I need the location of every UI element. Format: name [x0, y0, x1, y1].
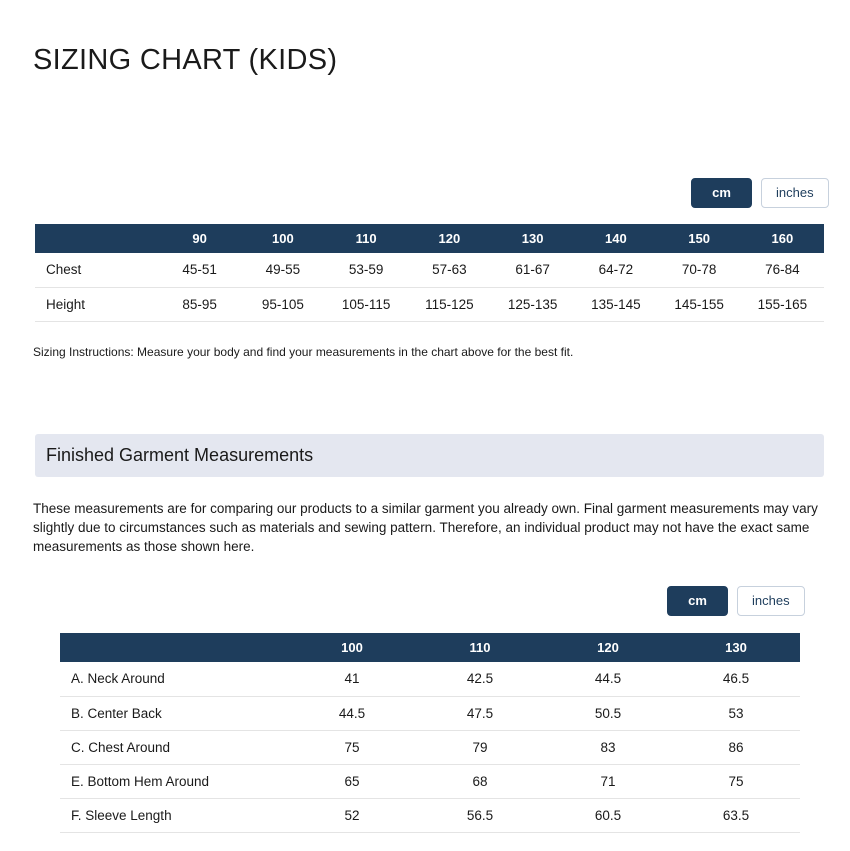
column-header-empty [35, 224, 158, 253]
table-header-row [35, 224, 824, 253]
cell-value: 71 [600, 773, 616, 789]
cell-value: 42.5 [466, 671, 494, 687]
cell-value: 49-55 [265, 262, 301, 278]
column-header: 130 [672, 633, 800, 662]
table-row [60, 662, 800, 696]
cell-value: 57-63 [432, 262, 467, 278]
cell-value: 56.5 [466, 807, 494, 823]
row-label: Chest [46, 262, 82, 278]
cell-value: 68 [472, 773, 488, 789]
cell-value: 145-155 [674, 296, 724, 312]
cell-value: 105-115 [341, 296, 391, 312]
cell-value: 41 [344, 671, 360, 687]
cell-value: 70-78 [681, 262, 717, 278]
cell-value: 135-145 [591, 296, 641, 312]
cell-value: 44.5 [594, 671, 622, 687]
column-header: 120 [408, 224, 491, 253]
row-label: B. Center Back [71, 705, 162, 721]
garment-size-table [60, 633, 800, 833]
row-label: Height [46, 296, 86, 312]
cell-value: 79 [472, 739, 488, 755]
column-header: 110 [325, 224, 408, 253]
sizing-instructions-text: Sizing Instructions: Measure your body and find your measurements in the chart above for the best fit. [33, 345, 574, 359]
section-title: Finished Garment Measurements [46, 445, 314, 465]
column-header: 120 [544, 633, 672, 662]
table-row [60, 696, 800, 730]
unit-toggle-cm-button[interactable]: cm [691, 178, 752, 208]
cell-value: 155-165 [757, 296, 808, 312]
column-header: 160 [741, 224, 824, 253]
column-header: 140 [574, 224, 657, 253]
cell-value: 75 [344, 739, 360, 755]
row-label: E. Bottom Hem Around [71, 773, 210, 789]
row-label: F. Sleeve Length [71, 807, 172, 823]
finished-garment-section-header [35, 434, 824, 477]
column-header: 100 [288, 633, 416, 662]
row-label: C. Chest Around [71, 739, 171, 755]
page-title: SIZING CHART (KIDS) [33, 44, 338, 76]
cell-value: 61-67 [515, 262, 550, 278]
unit-toggle-garment [667, 586, 805, 616]
cell-value: 45-51 [182, 262, 217, 278]
column-header: 110 [416, 633, 544, 662]
column-header: 90 [158, 224, 241, 253]
cell-value: 46.5 [722, 671, 750, 687]
column-header-empty [60, 633, 288, 662]
cell-value: 65 [344, 773, 360, 789]
cell-value: 60.5 [594, 807, 622, 823]
cell-value: 95-105 [261, 296, 304, 312]
cell-value: 86 [728, 739, 744, 755]
cell-value: 75 [728, 773, 744, 789]
table-row [60, 798, 800, 832]
unit-toggle-cm-button[interactable]: cm [667, 586, 728, 616]
cell-value: 83 [600, 739, 616, 755]
column-header: 150 [658, 224, 741, 253]
cell-value: 50.5 [594, 705, 622, 721]
table-header-row [60, 633, 800, 662]
cell-value: 76-84 [765, 262, 800, 278]
cell-value: 52 [344, 807, 360, 823]
cell-value: 63.5 [722, 807, 750, 823]
cell-value: 47.5 [466, 705, 494, 721]
table-row [60, 764, 800, 798]
cell-value: 44.5 [338, 705, 366, 721]
cell-value: 64-72 [598, 262, 634, 278]
row-label: A. Neck Around [71, 671, 165, 687]
unit-toggle-inches-button[interactable]: inches [737, 586, 805, 616]
cell-value: 115-125 [425, 296, 474, 312]
cell-value: 53-59 [348, 262, 384, 278]
column-header: 100 [241, 224, 324, 253]
unit-toggle-inches-button[interactable]: inches [761, 178, 829, 208]
cell-value: 53 [728, 705, 744, 721]
table-row [35, 287, 824, 321]
table-row [60, 730, 800, 764]
column-header: 130 [491, 224, 574, 253]
cell-value: 85-95 [182, 296, 217, 312]
unit-toggle-body-size [691, 178, 829, 208]
garment-section-description: These measurements are for comparing our products to a similar garment you already own. Final garment measurements may vary slightly due to circumstances such as materials and sewing pattern. Therefore, an individual product may not have the exact same measurements as those shown here. [33, 501, 818, 554]
body-size-table [35, 224, 824, 322]
cell-value: 125-135 [507, 296, 558, 312]
table-row [35, 253, 824, 287]
